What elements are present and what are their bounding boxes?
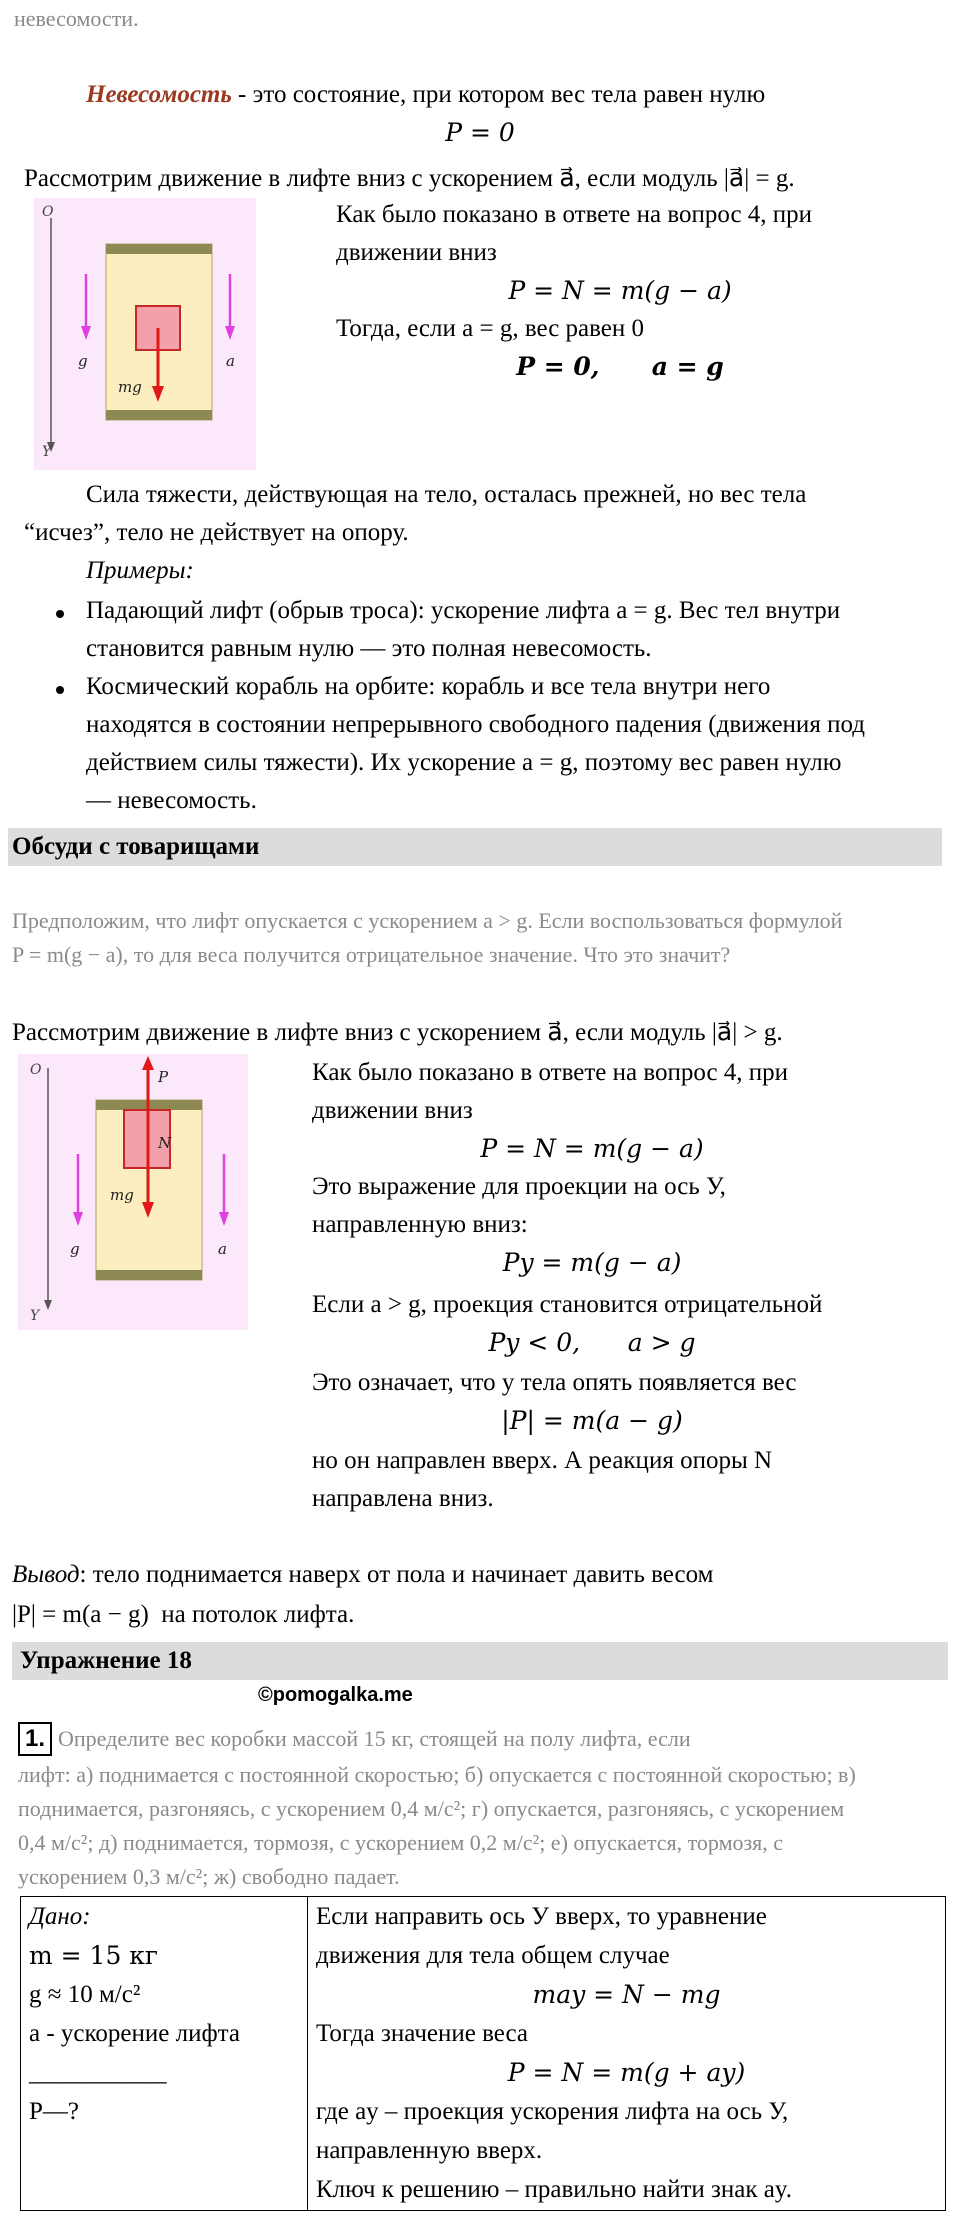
case2-intro: Рассмотрим движение в лифте вниз с ускорением a⃗, если модуль |a⃗| > g. (12, 1019, 783, 1046)
case2-line-4: Это выражение для проекции на ось У, (312, 1173, 726, 1200)
case2-line-7: Если a > g, проекция становится отрицательной (312, 1291, 823, 1318)
case2-line-5: направленную вниз: (312, 1211, 528, 1238)
case2-line-12: направлена вниз. (312, 1485, 494, 1512)
mg-label: mg (110, 1186, 134, 1204)
definition (86, 76, 765, 114)
given-gravity: g ≈ 10 м/с² (29, 1981, 141, 2008)
gravity-para-1: Сила тяжести, действующая на тело, осталась прежней, но вес тела (86, 481, 807, 508)
axis-o-label: O (42, 204, 54, 220)
task-line-2: лифт: а) поднимается с постоянной скоростью; б) опускается с постоянной скоростью; в) (18, 1762, 856, 1787)
conclusion-label: Вывод (12, 1561, 80, 1588)
solution-line-7: направленную вверх. (316, 2137, 543, 2164)
discuss-question-1: Предположим, что лифт опускается с ускорением a > g. Если воспользоваться формулой (12, 908, 843, 933)
mg-label: mg (118, 378, 142, 396)
case2-line-9: Это означает, что у тела опять появляется вес (312, 1369, 797, 1396)
solution-line-4: Тогда значение веса (316, 2020, 528, 2047)
given-mass: m = 15 кг (29, 1941, 159, 1970)
task-text-1: Определите вес коробки массой 15 кг, стоящей на полу лифта, если (58, 1726, 691, 1751)
given-title: Дано: (29, 1903, 91, 1930)
definition-term: Невесомость (86, 81, 232, 108)
case1-line-2: движении вниз (336, 239, 497, 266)
task-line-4: 0,4 м/с²; д) поднимается, тормозя, с ускорением 0,2 м/с²; е) опускается, тормозя, с (18, 1830, 784, 1855)
solution-table (20, 1896, 946, 2211)
case2-line-2: движении вниз (312, 1097, 473, 1124)
case2-formula-2: Py = m(g − a) (502, 1248, 682, 1277)
given-cell (21, 1897, 308, 2211)
axis-y-label: Y (42, 444, 52, 460)
axis-y-label: Y (30, 1308, 40, 1324)
conclusion-text: : тело поднимается наверх от пола и начинает давить весом (79, 1561, 714, 1588)
given-acceleration: a - ускорение лифта (29, 2020, 240, 2047)
conclusion-line-2: |P| = m(a − g) на потолок лифта. (12, 1601, 355, 1628)
solution-line-8: Ключ к решению – правильно найти знак ay. (316, 2176, 793, 2203)
examples-label: Примеры: (86, 557, 194, 584)
elevator-ceiling (106, 244, 212, 254)
task-line-1 (18, 1722, 691, 1756)
elevator-diagram-overload (18, 1054, 248, 1330)
conclusion-line-1 (12, 1556, 713, 1594)
discuss-header: Обсуди с товарищами (8, 828, 942, 866)
case2-formula-4: |P| = m(a − g) (501, 1406, 683, 1435)
a-label: a (218, 1240, 227, 1258)
g-label: g (78, 352, 88, 370)
watermark: ©pomogalka.me (258, 1684, 413, 1706)
solution-line-6: где ay – проекция ускорения лифта на ось У, (316, 2098, 789, 2125)
solution-cell (308, 1897, 946, 2211)
solution-formula-1: may = N − mg (532, 1980, 721, 2009)
given-divider: ___________ (29, 2059, 167, 2086)
case1-line-1: Как было показано в ответе на вопрос 4, при (336, 201, 813, 228)
definition-formula: P = 0 (445, 118, 515, 147)
elevator-floor (96, 1270, 202, 1280)
bullet-dot (56, 686, 64, 694)
bullet-2-line-1: Космический корабль на орбите: корабль и все тела внутри него (86, 673, 771, 700)
bullet-1-line-1: Падающий лифт (обрыв троса): ускорение лифта a = g. Вес тел внутри (86, 597, 841, 624)
bullet-2-line-4: — невесомость. (86, 787, 257, 814)
case2-formula-1: P = N = m(g − a) (480, 1134, 704, 1163)
case2-line-1: Как было показано в ответе на вопрос 4, при (312, 1059, 789, 1086)
a-label: a (226, 352, 235, 370)
case1-line-4: Тогда, если a = g, вес равен 0 (336, 315, 645, 342)
case1-intro: Рассмотрим движение в лифте вниз с ускорением a⃗, если модуль |a⃗| = g. (24, 165, 795, 192)
gravity-para-2: “исчез”, тело не действует на опору. (24, 519, 409, 546)
elevator-floor (106, 410, 212, 420)
bullet-2-line-3: действием силы тяжести). Их ускорение a = g, поэтому вес равен нулю (86, 749, 842, 776)
p-label: P (158, 1068, 169, 1086)
n-label: N (158, 1134, 172, 1152)
task-number: 1. (18, 1722, 52, 1756)
g-label: g (70, 1240, 80, 1258)
top-fragment: невесомости. (14, 6, 139, 31)
solution-line-2: движения для тела общем случае (316, 1942, 670, 1969)
bullet-1-line-2: становится равным нулю — это полная невесомость. (86, 635, 652, 662)
case2-line-11: но он направлен вверх. А реакция опоры N (312, 1447, 773, 1474)
case1-formula-1: P = N = m(g − a) (508, 276, 732, 305)
solution-line-1: Если направить ось У вверх, то уравнение (316, 1903, 767, 1930)
bullet-dot (56, 610, 64, 618)
exercise-header: Упражнение 18 (12, 1642, 948, 1680)
discuss-question-2: P = m(g − a), то для веса получится отрицательное значение. Что это значит? (12, 942, 731, 967)
task-line-5: ускорением 0,3 м/с²; ж) свободно падает. (18, 1864, 400, 1889)
definition-text: - это состояние, при котором вес тела равен нулю (231, 81, 766, 108)
axis-o-label: O (30, 1062, 42, 1078)
solution-formula-2: P = N = m(g + ay) (507, 2058, 746, 2087)
task-line-3: поднимается, разгоняясь, с ускорением 0,4 м/с²; г) опускается, разгоняясь, с ускорением (18, 1796, 845, 1821)
bullet-2-line-2: находятся в состоянии непрерывного свободного падения (движения под (86, 711, 865, 738)
elevator-diagram-weightless (34, 198, 256, 470)
case1-formula-2: P = 0, a = g (516, 352, 724, 381)
case2-formula-3: Py < 0, a > g (488, 1328, 696, 1357)
given-find: P—? (29, 2098, 79, 2125)
